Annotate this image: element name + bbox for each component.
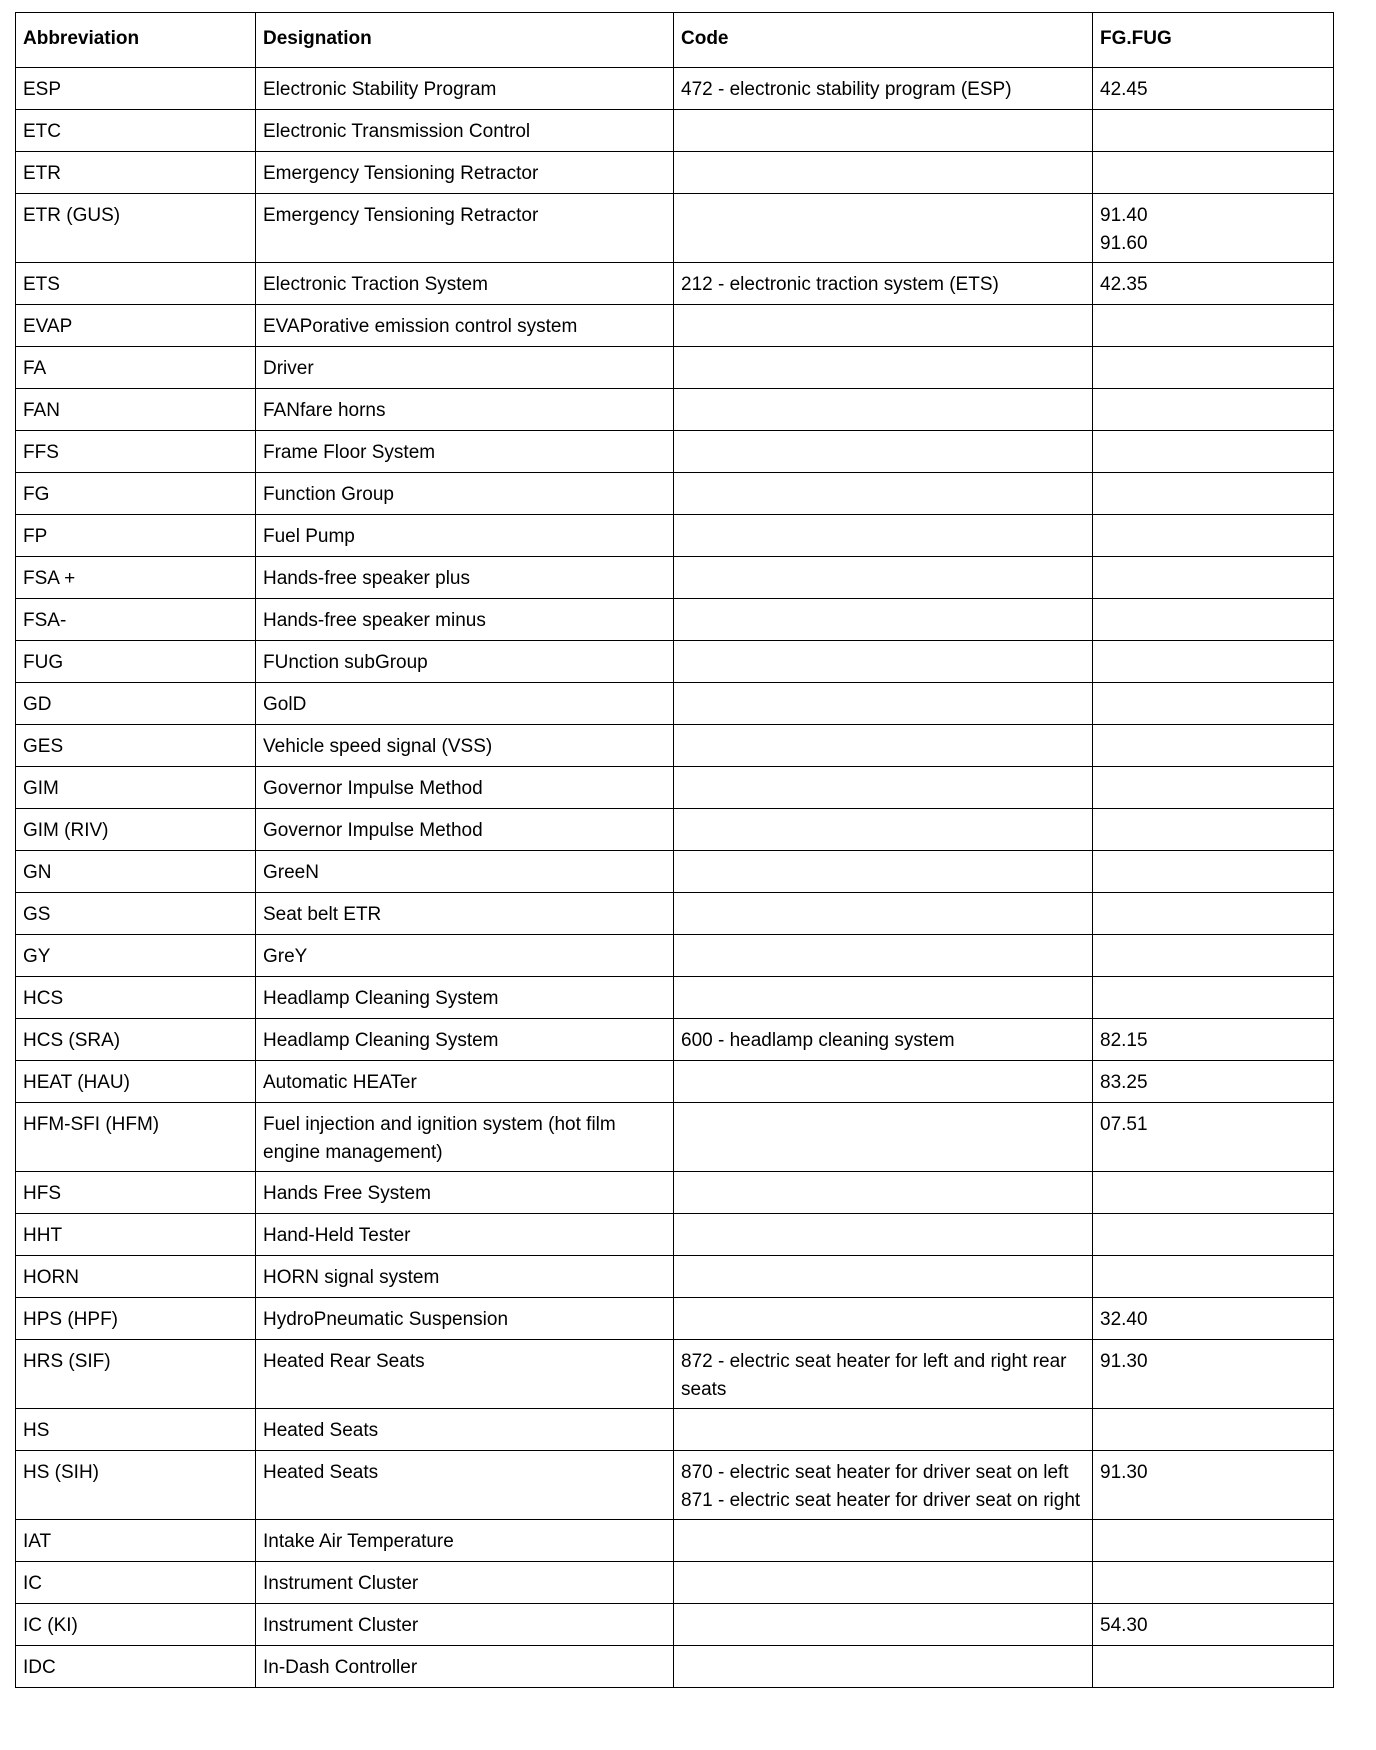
abbreviation-cell: GIM bbox=[16, 767, 256, 809]
table-row bbox=[16, 725, 1334, 767]
code-cell: 600 - headlamp cleaning system bbox=[674, 1019, 1093, 1061]
fg-fug-cell: 91.30 bbox=[1093, 1340, 1334, 1409]
code-cell bbox=[674, 1298, 1093, 1340]
abbreviation-cell: FFS bbox=[16, 431, 256, 473]
code-cell bbox=[674, 1646, 1093, 1688]
table-header-row bbox=[16, 13, 1334, 68]
code-cell bbox=[674, 110, 1093, 152]
fg-fug-cell bbox=[1093, 893, 1334, 935]
fg-fug-cell bbox=[1093, 431, 1334, 473]
code-cell: 472 - electronic stability program (ESP) bbox=[674, 68, 1093, 110]
fg-fug-cell bbox=[1093, 599, 1334, 641]
code-cell: 212 - electronic traction system (ETS) bbox=[674, 263, 1093, 305]
code-cell bbox=[674, 515, 1093, 557]
abbreviation-cell: FA bbox=[16, 347, 256, 389]
table-row bbox=[16, 1340, 1334, 1409]
fg-fug-cell bbox=[1093, 557, 1334, 599]
code-cell bbox=[674, 1172, 1093, 1214]
abbreviation-cell: FSA + bbox=[16, 557, 256, 599]
designation-cell: Electronic Stability Program bbox=[256, 68, 674, 110]
code-cell bbox=[674, 641, 1093, 683]
abbreviation-cell: FG bbox=[16, 473, 256, 515]
fg-fug-cell bbox=[1093, 347, 1334, 389]
abbreviation-cell: ETR bbox=[16, 152, 256, 194]
abbreviation-cell: GIM (RIV) bbox=[16, 809, 256, 851]
fg-fug-cell bbox=[1093, 767, 1334, 809]
designation-cell: Instrument Cluster bbox=[256, 1604, 674, 1646]
fg-fug-cell bbox=[1093, 110, 1334, 152]
code-cell bbox=[674, 1256, 1093, 1298]
designation-cell: FANfare horns bbox=[256, 389, 674, 431]
code-cell bbox=[674, 305, 1093, 347]
table-row bbox=[16, 1562, 1334, 1604]
designation-cell: HydroPneumatic Suspension bbox=[256, 1298, 674, 1340]
table-row bbox=[16, 1214, 1334, 1256]
abbreviation-cell: IC (KI) bbox=[16, 1604, 256, 1646]
designation-cell: Headlamp Cleaning System bbox=[256, 977, 674, 1019]
designation-cell: Vehicle speed signal (VSS) bbox=[256, 725, 674, 767]
abbreviation-cell: HEAT (HAU) bbox=[16, 1061, 256, 1103]
fg-fug-cell: 82.15 bbox=[1093, 1019, 1334, 1061]
header-abbreviation: Abbreviation bbox=[16, 13, 256, 68]
abbreviation-cell: ETR (GUS) bbox=[16, 194, 256, 263]
table-row bbox=[16, 1061, 1334, 1103]
designation-cell: FUnction subGroup bbox=[256, 641, 674, 683]
designation-cell: Function Group bbox=[256, 473, 674, 515]
code-cell bbox=[674, 725, 1093, 767]
code-cell bbox=[674, 683, 1093, 725]
abbreviation-cell: IC bbox=[16, 1562, 256, 1604]
table-row bbox=[16, 1604, 1334, 1646]
designation-cell: GreeN bbox=[256, 851, 674, 893]
abbreviation-cell: ETC bbox=[16, 110, 256, 152]
abbreviation-cell: HFS bbox=[16, 1172, 256, 1214]
designation-cell: Seat belt ETR bbox=[256, 893, 674, 935]
fg-fug-cell: 91.30 bbox=[1093, 1451, 1334, 1520]
designation-cell: Frame Floor System bbox=[256, 431, 674, 473]
fg-fug-cell bbox=[1093, 515, 1334, 557]
code-cell bbox=[674, 1604, 1093, 1646]
designation-cell: In-Dash Controller bbox=[256, 1646, 674, 1688]
table-row bbox=[16, 935, 1334, 977]
table-row bbox=[16, 431, 1334, 473]
table-row bbox=[16, 1256, 1334, 1298]
designation-cell: GolD bbox=[256, 683, 674, 725]
abbreviation-cell: IAT bbox=[16, 1520, 256, 1562]
designation-cell: Hands-free speaker plus bbox=[256, 557, 674, 599]
table-row bbox=[16, 194, 1334, 263]
abbreviation-cell: GY bbox=[16, 935, 256, 977]
fg-fug-cell: 42.45 bbox=[1093, 68, 1334, 110]
table-row bbox=[16, 110, 1334, 152]
code-cell bbox=[674, 1061, 1093, 1103]
abbreviation-cell: HCS (SRA) bbox=[16, 1019, 256, 1061]
designation-cell: Governor Impulse Method bbox=[256, 809, 674, 851]
fg-fug-cell bbox=[1093, 935, 1334, 977]
table-row bbox=[16, 347, 1334, 389]
abbreviation-cell: HFM-SFI (HFM) bbox=[16, 1103, 256, 1172]
code-cell bbox=[674, 851, 1093, 893]
fg-fug-cell bbox=[1093, 473, 1334, 515]
designation-cell: Heated Seats bbox=[256, 1409, 674, 1451]
code-cell bbox=[674, 473, 1093, 515]
designation-cell: Hand-Held Tester bbox=[256, 1214, 674, 1256]
table-row bbox=[16, 515, 1334, 557]
designation-cell: Hands-free speaker minus bbox=[256, 599, 674, 641]
designation-cell: Heated Rear Seats bbox=[256, 1340, 674, 1409]
table-row bbox=[16, 1298, 1334, 1340]
abbreviation-cell: FAN bbox=[16, 389, 256, 431]
fg-fug-cell bbox=[1093, 809, 1334, 851]
abbreviation-cell: HS bbox=[16, 1409, 256, 1451]
designation-cell: Instrument Cluster bbox=[256, 1562, 674, 1604]
table-row bbox=[16, 263, 1334, 305]
abbreviation-cell: HORN bbox=[16, 1256, 256, 1298]
abbreviation-cell: GN bbox=[16, 851, 256, 893]
fg-fug-cell bbox=[1093, 725, 1334, 767]
abbreviation-cell: FSA- bbox=[16, 599, 256, 641]
fg-fug-cell bbox=[1093, 1172, 1334, 1214]
table-row bbox=[16, 1019, 1334, 1061]
table-row bbox=[16, 893, 1334, 935]
table-row bbox=[16, 767, 1334, 809]
fg-fug-cell bbox=[1093, 683, 1334, 725]
code-cell bbox=[674, 1214, 1093, 1256]
code-cell bbox=[674, 935, 1093, 977]
fg-fug-cell: 32.40 bbox=[1093, 1298, 1334, 1340]
table-row bbox=[16, 1646, 1334, 1688]
table-row bbox=[16, 1520, 1334, 1562]
code-cell bbox=[674, 599, 1093, 641]
designation-cell: Headlamp Cleaning System bbox=[256, 1019, 674, 1061]
fg-fug-cell bbox=[1093, 1214, 1334, 1256]
abbreviation-cell: GS bbox=[16, 893, 256, 935]
code-cell bbox=[674, 152, 1093, 194]
header-code: Code bbox=[674, 13, 1093, 68]
designation-cell: Electronic Traction System bbox=[256, 263, 674, 305]
table-row bbox=[16, 599, 1334, 641]
table-row bbox=[16, 557, 1334, 599]
abbreviation-cell: GES bbox=[16, 725, 256, 767]
abbreviation-cell: FUG bbox=[16, 641, 256, 683]
fg-fug-cell bbox=[1093, 389, 1334, 431]
abbreviation-cell: HPS (HPF) bbox=[16, 1298, 256, 1340]
header-designation: Designation bbox=[256, 13, 674, 68]
code-cell bbox=[674, 1520, 1093, 1562]
code-cell bbox=[674, 1103, 1093, 1172]
header-fg-fug: FG.FUG bbox=[1093, 13, 1334, 68]
table-row bbox=[16, 1409, 1334, 1451]
designation-cell: HORN signal system bbox=[256, 1256, 674, 1298]
code-cell bbox=[674, 767, 1093, 809]
code-cell bbox=[674, 893, 1093, 935]
code-cell bbox=[674, 194, 1093, 263]
fg-fug-cell: 83.25 bbox=[1093, 1061, 1334, 1103]
table-row bbox=[16, 389, 1334, 431]
table-row bbox=[16, 68, 1334, 110]
fg-fug-cell: 54.30 bbox=[1093, 1604, 1334, 1646]
table-row bbox=[16, 977, 1334, 1019]
fg-fug-cell bbox=[1093, 977, 1334, 1019]
designation-cell: Governor Impulse Method bbox=[256, 767, 674, 809]
fg-fug-cell bbox=[1093, 305, 1334, 347]
table-row bbox=[16, 809, 1334, 851]
fg-fug-cell: 91.40 91.60 bbox=[1093, 194, 1334, 263]
designation-cell: Intake Air Temperature bbox=[256, 1520, 674, 1562]
code-cell bbox=[674, 431, 1093, 473]
code-cell bbox=[674, 809, 1093, 851]
fg-fug-cell: 07.51 bbox=[1093, 1103, 1334, 1172]
designation-cell: Emergency Tensioning Retractor bbox=[256, 152, 674, 194]
table-row bbox=[16, 641, 1334, 683]
fg-fug-cell bbox=[1093, 152, 1334, 194]
designation-cell: Fuel injection and ignition system (hot film engine management) bbox=[256, 1103, 674, 1172]
designation-cell: Heated Seats bbox=[256, 1451, 674, 1520]
fg-fug-cell bbox=[1093, 641, 1334, 683]
table-row bbox=[16, 1172, 1334, 1214]
table-row bbox=[16, 851, 1334, 893]
code-cell bbox=[674, 977, 1093, 1019]
code-cell bbox=[674, 347, 1093, 389]
table-row bbox=[16, 1103, 1334, 1172]
designation-cell: Emergency Tensioning Retractor bbox=[256, 194, 674, 263]
abbreviation-cell: HCS bbox=[16, 977, 256, 1019]
fg-fug-cell bbox=[1093, 1256, 1334, 1298]
code-cell bbox=[674, 557, 1093, 599]
abbreviation-cell: HS (SIH) bbox=[16, 1451, 256, 1520]
fg-fug-cell bbox=[1093, 1562, 1334, 1604]
designation-cell: Fuel Pump bbox=[256, 515, 674, 557]
table-row bbox=[16, 152, 1334, 194]
code-cell: 870 - electric seat heater for driver seat on left 871 - electric seat heater for driver seat on right bbox=[674, 1451, 1093, 1520]
designation-cell: Electronic Transmission Control bbox=[256, 110, 674, 152]
abbreviation-cell: IDC bbox=[16, 1646, 256, 1688]
fg-fug-cell bbox=[1093, 1646, 1334, 1688]
designation-cell: Automatic HEATer bbox=[256, 1061, 674, 1103]
table-row bbox=[16, 305, 1334, 347]
abbreviation-cell: ESP bbox=[16, 68, 256, 110]
table-row bbox=[16, 683, 1334, 725]
designation-cell: Driver bbox=[256, 347, 674, 389]
abbreviation-cell: EVAP bbox=[16, 305, 256, 347]
fg-fug-cell: 42.35 bbox=[1093, 263, 1334, 305]
abbreviation-cell: HRS (SIF) bbox=[16, 1340, 256, 1409]
abbreviation-table bbox=[15, 12, 1334, 1688]
table-row bbox=[16, 473, 1334, 515]
fg-fug-cell bbox=[1093, 851, 1334, 893]
fg-fug-cell bbox=[1093, 1520, 1334, 1562]
code-cell: 872 - electric seat heater for left and right rear seats bbox=[674, 1340, 1093, 1409]
fg-fug-cell bbox=[1093, 1409, 1334, 1451]
code-cell bbox=[674, 389, 1093, 431]
abbreviation-cell: GD bbox=[16, 683, 256, 725]
designation-cell: Hands Free System bbox=[256, 1172, 674, 1214]
designation-cell: EVAPorative emission control system bbox=[256, 305, 674, 347]
abbreviation-cell: HHT bbox=[16, 1214, 256, 1256]
abbreviation-cell: FP bbox=[16, 515, 256, 557]
code-cell bbox=[674, 1562, 1093, 1604]
abbreviation-cell: ETS bbox=[16, 263, 256, 305]
table-body bbox=[16, 68, 1334, 1688]
designation-cell: GreY bbox=[256, 935, 674, 977]
table-row bbox=[16, 1451, 1334, 1520]
code-cell bbox=[674, 1409, 1093, 1451]
